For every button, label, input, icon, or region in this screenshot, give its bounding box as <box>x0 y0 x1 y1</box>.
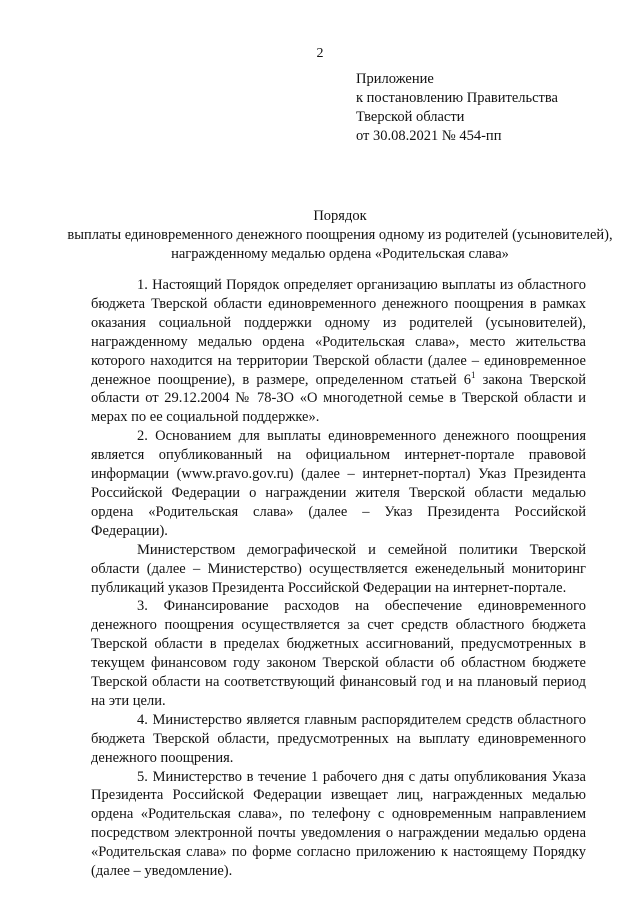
document-title-block <box>60 207 620 264</box>
paragraph-3: 3. Финансирование расходов на обеспечение единовременного денежного поощрения осуществляется за счет средств областного бюджета Тверской области в пределах бюджетных ассигнований, предусмотренных в текущем финансовом году законом Тверской области об областном бюджете Тверской области на соответствующий финансовый год и на плановый период на эти цели. <box>91 598 586 709</box>
appendix-line-3: Тверской области <box>356 109 465 125</box>
appendix-line-2: к постановлению Правительства <box>356 90 558 106</box>
paragraph-4: 4. Министерство является главным распорядителем средств областного бюджета Тверской области, предусмотренных на выплату единовременного денежного поощрения. <box>91 711 586 766</box>
appendix-header <box>356 70 558 146</box>
appendix-line-1: Приложение <box>356 71 434 87</box>
paragraph-1-text-b: закона Тверской области от 29.12.2004 № 78-ЗО «О многодетной семье в Тверской области и мерах по ее социальной поддержке». <box>91 371 586 426</box>
document-heading: Порядок <box>313 208 367 224</box>
paragraph-5: 5. Министерство в течение 1 рабочего дня с даты опубликования Указа Президента Российской Федерации извещает лиц, награжденных медалью ордена «Родительская слава», по телефону с одновременным направлением посредством электронной почты уведомления о награждении медалью ордена «Родительская слава» по форме согласно приложению к настоящему Порядку (далее – уведомление). <box>91 768 586 880</box>
document-body <box>91 276 586 881</box>
document-subtitle: выплаты единовременного денежного поощрения одному из родителей (усыновителей), награжденному медалью ордена «Родительская слава» <box>67 227 613 262</box>
paragraph-1-superscript: 1 <box>470 369 476 380</box>
paragraph-1-text-a: 1. Настоящий Порядок определяет организацию выплаты из областного бюджета Тверской области единовременного денежного поощрения в рамках оказания социальной поддержки одному из родителей (усыновителей), награжденному медалью ордена «Родительская слава», место жительства которого находится на территории Тверской области (далее – единовременное денежное поощрение), в размере, определенном статьей 6 <box>91 277 586 388</box>
paragraph-2: 2. Основанием для выплаты единовременного денежного поощрения является опубликованный на официальном интернет-портале правовой информации (www.pravo.gov.ru) (далее – интернет-портал) Указ Президента Российской Федерации о награждении жителя Тверской области медалью ордена «Родительская слава» (далее – Указ Президента Российской Федерации). <box>91 428 586 539</box>
appendix-line-4: от 30.08.2021 № 454-пп <box>356 128 502 144</box>
paragraph-2-continued: Министерством демографической и семейной политики Тверской области (далее – Министерство) осуществляется еженедельный мониторинг публикаций указов Президента Российской Федерации на интернет-портале. <box>91 541 586 596</box>
page-number: 2 <box>316 46 324 61</box>
paragraph-1 <box>91 276 586 427</box>
